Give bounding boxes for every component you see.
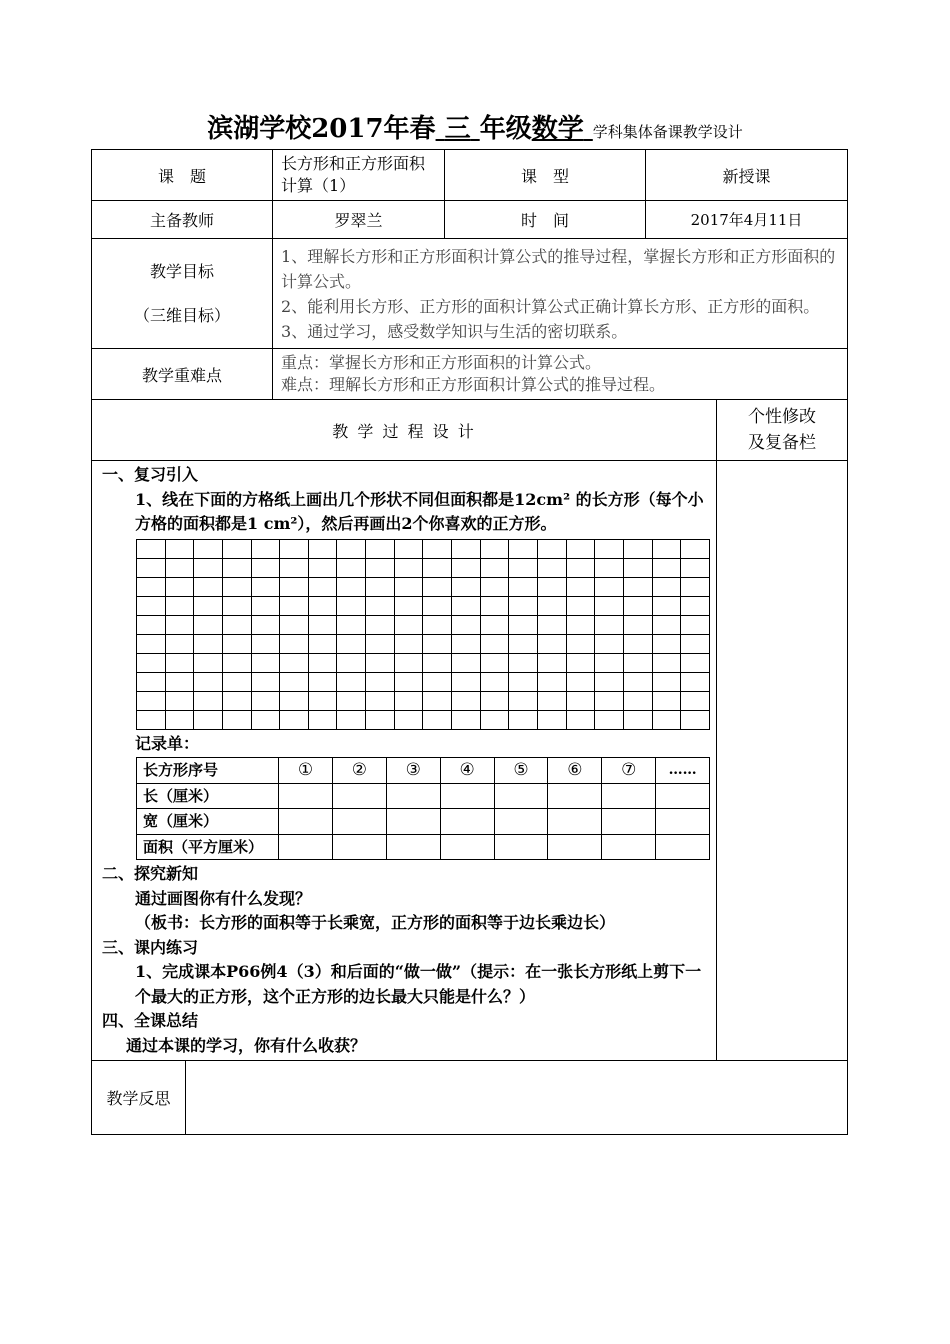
- record-cell[interactable]: [279, 834, 333, 860]
- grid-cell: [537, 672, 566, 691]
- grid-cell: [480, 615, 509, 634]
- grid-row: [137, 710, 710, 729]
- grid-cell: [366, 558, 395, 577]
- process-content: [92, 461, 717, 1061]
- grid-cell: [452, 691, 481, 710]
- grid-cell: [681, 672, 710, 691]
- record-row-label: 长（厘米）: [137, 783, 279, 809]
- grid-cell: [423, 710, 452, 729]
- process-header: 教 学 过 程 设 计: [92, 400, 717, 461]
- grid-cell: [394, 539, 423, 558]
- grid-cell: [165, 539, 194, 558]
- grid-cell: [308, 653, 337, 672]
- record-number: ①: [279, 758, 333, 784]
- grid-cell: [222, 634, 251, 653]
- grid-cell: [452, 672, 481, 691]
- grid-cell: [595, 615, 624, 634]
- grid-cell: [652, 558, 681, 577]
- grid-cell: [652, 577, 681, 596]
- grid-cell: [509, 558, 538, 577]
- grid-cell: [251, 596, 280, 615]
- grid-cell: [652, 672, 681, 691]
- grid-cell: [337, 634, 366, 653]
- grid-cell: [509, 672, 538, 691]
- grid-cell: [280, 672, 309, 691]
- grid-cell: [623, 634, 652, 653]
- grid-cell: [623, 653, 652, 672]
- grid-cell: [194, 691, 223, 710]
- record-cell[interactable]: [548, 809, 602, 835]
- record-cell[interactable]: [279, 783, 333, 809]
- grid-cell: [280, 710, 309, 729]
- grid-cell: [681, 596, 710, 615]
- grid-cell: [280, 539, 309, 558]
- type-value: 新授课: [646, 150, 848, 201]
- grid-cell: [566, 710, 595, 729]
- grid-cell: [222, 577, 251, 596]
- grid-cell: [566, 539, 595, 558]
- grid-cell: [681, 691, 710, 710]
- grid-cell: [394, 577, 423, 596]
- goal-item: 3、通过学习，感受数学知识与生活的密切联系。: [281, 321, 628, 341]
- grid-cell: [251, 710, 280, 729]
- record-cell[interactable]: [332, 783, 386, 809]
- title-grade-suffix: 年级: [479, 114, 532, 144]
- record-number: ④: [440, 758, 494, 784]
- grid-cell: [394, 672, 423, 691]
- grid-cell: [165, 577, 194, 596]
- grid-cell: [595, 672, 624, 691]
- time-label: 时 间: [445, 201, 646, 239]
- grid-cell: [366, 653, 395, 672]
- grid-cell: [623, 596, 652, 615]
- grid-cell: [137, 596, 166, 615]
- grid-cell: [623, 691, 652, 710]
- grid-cell: [509, 577, 538, 596]
- record-cell[interactable]: [656, 783, 710, 809]
- grid-cell: [537, 710, 566, 729]
- record-row-label: 长方形序号: [137, 758, 279, 784]
- grid-cell: [452, 634, 481, 653]
- grid-cell: [681, 710, 710, 729]
- grid-cell: [566, 615, 595, 634]
- grid-cell: [480, 710, 509, 729]
- grid-cell: [308, 577, 337, 596]
- grid-cell: [423, 539, 452, 558]
- grid-cell: [137, 691, 166, 710]
- grid-cell: [280, 558, 309, 577]
- grid-cell: [366, 615, 395, 634]
- grid-cell: [623, 672, 652, 691]
- grid-cell: [480, 653, 509, 672]
- grid-paper: [136, 539, 710, 730]
- grid-cell: [137, 672, 166, 691]
- grid-cell: [308, 615, 337, 634]
- section-2-title: 二、探究新知: [102, 864, 199, 883]
- grid-cell: [251, 558, 280, 577]
- record-cell[interactable]: [440, 809, 494, 835]
- grid-row: [137, 558, 710, 577]
- grid-cell: [194, 596, 223, 615]
- grid-cell: [452, 577, 481, 596]
- grid-cell: [480, 558, 509, 577]
- grid-cell: [222, 691, 251, 710]
- grid-cell: [308, 558, 337, 577]
- grid-cell: [251, 653, 280, 672]
- reflection-label: 教学反思: [92, 1061, 186, 1135]
- record-table: [136, 757, 710, 860]
- key-points-content: [273, 349, 848, 400]
- lesson-plan-table: [91, 149, 848, 1135]
- grid-cell: [165, 691, 194, 710]
- grid-cell: [280, 653, 309, 672]
- grid-cell: [566, 691, 595, 710]
- grid-cell: [337, 691, 366, 710]
- grid-cell: [595, 558, 624, 577]
- grid-cell: [652, 615, 681, 634]
- section-4-question: 通过本课的学习，你有什么收获？: [126, 1035, 367, 1055]
- grid-cell: [366, 672, 395, 691]
- grid-cell: [423, 577, 452, 596]
- record-cell[interactable]: [440, 783, 494, 809]
- grid-cell: [165, 672, 194, 691]
- grid-cell: [652, 539, 681, 558]
- record-cell[interactable]: [656, 834, 710, 860]
- grid-cell: [509, 710, 538, 729]
- grid-cell: [595, 653, 624, 672]
- section-4-title: 四、全课总结: [102, 1011, 199, 1030]
- grid-cell: [652, 653, 681, 672]
- grid-cell: [366, 577, 395, 596]
- grid-row: [137, 539, 710, 558]
- grid-cell: [423, 691, 452, 710]
- revision-column-header: [717, 400, 848, 461]
- grid-cell: [452, 710, 481, 729]
- grid-row: [137, 691, 710, 710]
- grid-cell: [652, 691, 681, 710]
- grid-cell: [137, 653, 166, 672]
- record-cell[interactable]: [494, 834, 548, 860]
- grid-cell: [537, 596, 566, 615]
- record-row-index: [137, 758, 710, 784]
- grid-row: [137, 615, 710, 634]
- grid-row: [137, 577, 710, 596]
- record-cell[interactable]: [386, 783, 440, 809]
- teacher-value: 罗翠兰: [273, 201, 445, 239]
- grid-cell: [566, 577, 595, 596]
- record-cell[interactable]: [440, 834, 494, 860]
- grid-cell: [480, 691, 509, 710]
- grid-cell: [452, 558, 481, 577]
- grid-cell: [537, 615, 566, 634]
- grid-cell: [566, 596, 595, 615]
- grid-cell: [137, 539, 166, 558]
- grid-cell: [337, 615, 366, 634]
- grid-cell: [222, 653, 251, 672]
- grid-cell: [394, 596, 423, 615]
- grid-cell: [509, 596, 538, 615]
- grid-cell: [308, 691, 337, 710]
- grid-cell: [537, 691, 566, 710]
- grid-cell: [194, 558, 223, 577]
- goals-label-line2: （三维目标）: [134, 305, 231, 325]
- grid-cell: [194, 634, 223, 653]
- grid-cell: [595, 539, 624, 558]
- grid-cell: [681, 558, 710, 577]
- grid-cell: [537, 577, 566, 596]
- revision-header-line2: 及复备栏: [748, 433, 817, 453]
- grid-cell: [480, 577, 509, 596]
- grid-cell: [222, 615, 251, 634]
- grid-cell: [251, 539, 280, 558]
- grid-cell: [222, 539, 251, 558]
- grid-cell: [165, 615, 194, 634]
- key-point: 重点：掌握长方形和正方形面积的计算公式。: [281, 353, 602, 372]
- grid-cell: [595, 577, 624, 596]
- grid-cell: [165, 634, 194, 653]
- grid-cell: [137, 615, 166, 634]
- goals-label-line1: 教学目标: [150, 261, 215, 281]
- record-label: 记录单：: [135, 733, 200, 753]
- grid-cell: [652, 710, 681, 729]
- record-cell[interactable]: [332, 834, 386, 860]
- grid-cell: [337, 539, 366, 558]
- goal-item: 2、能利用长方形、正方形的面积计算公式正确计算长方形、正方形的面积。: [281, 296, 820, 316]
- grid-cell: [452, 653, 481, 672]
- grid-cell: [280, 596, 309, 615]
- grid-cell: [137, 710, 166, 729]
- record-cell[interactable]: [494, 809, 548, 835]
- revision-column[interactable]: [717, 461, 848, 1061]
- goal-item: 1、理解长方形和正方形面积计算公式的推导过程，掌握长方形和正方形面积的计算公式。: [281, 246, 836, 291]
- grid-cell: [452, 615, 481, 634]
- grid-cell: [308, 539, 337, 558]
- record-row-length: [137, 783, 710, 809]
- record-number: ⑥: [548, 758, 602, 784]
- record-cell[interactable]: [386, 809, 440, 835]
- grid-cell: [394, 691, 423, 710]
- grid-cell: [165, 596, 194, 615]
- grid-cell: [394, 558, 423, 577]
- grid-cell: [537, 634, 566, 653]
- title-subject: 数学: [531, 114, 584, 144]
- revision-header-line1: 个性修改: [748, 407, 817, 427]
- grid-row: [137, 596, 710, 615]
- grid-cell: [566, 558, 595, 577]
- grid-cell: [566, 672, 595, 691]
- section-2-note: （板书：长方形的面积等于长乘宽，正方形的面积等于边长乘边长）: [135, 913, 616, 932]
- grid-cell: [222, 596, 251, 615]
- grid-cell: [537, 558, 566, 577]
- grid-cell: [509, 615, 538, 634]
- grid-cell: [423, 558, 452, 577]
- grid-cell: [452, 596, 481, 615]
- record-cell[interactable]: [386, 834, 440, 860]
- type-label: 课 型: [445, 150, 646, 201]
- grid-cell: [222, 558, 251, 577]
- topic-value: 长方形和正方形面积计算（1）: [273, 150, 445, 201]
- grid-cell: [251, 672, 280, 691]
- grid-cell: [623, 615, 652, 634]
- grid-cell: [366, 634, 395, 653]
- grid-cell: [280, 577, 309, 596]
- record-cell[interactable]: [602, 809, 656, 835]
- grid-cell: [595, 634, 624, 653]
- grid-cell: [509, 634, 538, 653]
- grid-cell: [623, 539, 652, 558]
- goals-content: [273, 239, 848, 349]
- grid-cell: [165, 558, 194, 577]
- grid-cell: [137, 577, 166, 596]
- grid-cell: [566, 634, 595, 653]
- grid-cell: [137, 634, 166, 653]
- time-value: 2017年4月11日: [646, 201, 848, 239]
- record-number: ⑤: [494, 758, 548, 784]
- section-3-task: 1、完成课本P66例4（3）和后面的“做一做”（提示：在一张长方形纸上剪下一个最大的正方形，这个正方形的边长最大只能是什么？）: [135, 962, 702, 1006]
- grid-cell: [423, 615, 452, 634]
- goals-label: [92, 239, 273, 349]
- section-1-task: 1、线在下面的方格纸上画出几个形状不同但面积都是12cm² 的长方形（每个小方格的面积都是1 cm²），然后再画出2个你喜欢的正方形。: [135, 489, 704, 533]
- section-3-title: 三、课内练习: [102, 937, 199, 957]
- record-row-area: [137, 834, 710, 860]
- grid-cell: [394, 653, 423, 672]
- grid-cell: [537, 653, 566, 672]
- record-cell[interactable]: [548, 783, 602, 809]
- section-2-question: 通过画图你有什么发现？: [135, 888, 312, 908]
- record-cell[interactable]: [279, 809, 333, 835]
- grid-cell: [681, 539, 710, 558]
- grid-cell: [137, 558, 166, 577]
- grid-cell: [366, 539, 395, 558]
- grid-cell: [595, 710, 624, 729]
- grid-cell: [251, 577, 280, 596]
- grid-cell: [423, 672, 452, 691]
- grid-cell: [509, 691, 538, 710]
- grid-cell: [251, 615, 280, 634]
- grid-cell: [337, 710, 366, 729]
- grid-cell: [623, 558, 652, 577]
- grid-cell: [480, 634, 509, 653]
- record-row-label: 面积（平方厘米）: [137, 834, 279, 860]
- grid-cell: [366, 710, 395, 729]
- grid-cell: [623, 710, 652, 729]
- grid-cell: [308, 672, 337, 691]
- record-cell[interactable]: [548, 834, 602, 860]
- grid-cell: [165, 653, 194, 672]
- grid-row: [137, 653, 710, 672]
- record-cell[interactable]: [602, 834, 656, 860]
- grid-cell: [652, 596, 681, 615]
- record-cell[interactable]: [494, 783, 548, 809]
- grid-cell: [480, 596, 509, 615]
- reflection-content[interactable]: [186, 1061, 848, 1135]
- grid-cell: [337, 672, 366, 691]
- title-grade: 三: [444, 114, 471, 144]
- page-title: [0, 108, 950, 145]
- grid-cell: [194, 539, 223, 558]
- grid-cell: [337, 596, 366, 615]
- grid-cell: [537, 539, 566, 558]
- grid-cell: [509, 653, 538, 672]
- record-row-label: 宽（厘米）: [137, 809, 279, 835]
- record-number: ②: [332, 758, 386, 784]
- record-cell[interactable]: [332, 809, 386, 835]
- grid-cell: [366, 691, 395, 710]
- title-suffix: 学科集体备课教学设计: [592, 123, 743, 141]
- grid-cell: [194, 672, 223, 691]
- grid-cell: [623, 577, 652, 596]
- grid-cell: [480, 539, 509, 558]
- grid-cell: [194, 615, 223, 634]
- grid-cell: [251, 634, 280, 653]
- grid-cell: [194, 710, 223, 729]
- grid-cell: [681, 634, 710, 653]
- grid-cell: [280, 615, 309, 634]
- record-number: ……: [656, 758, 710, 784]
- grid-cell: [423, 634, 452, 653]
- grid-cell: [681, 615, 710, 634]
- record-cell[interactable]: [602, 783, 656, 809]
- grid-cell: [222, 710, 251, 729]
- grid-cell: [394, 710, 423, 729]
- title-school: 滨湖学校2017年春: [207, 114, 436, 144]
- grid-cell: [308, 710, 337, 729]
- grid-cell: [337, 558, 366, 577]
- grid-cell: [423, 596, 452, 615]
- grid-cell: [480, 672, 509, 691]
- grid-cell: [165, 710, 194, 729]
- grid-cell: [251, 691, 280, 710]
- record-cell[interactable]: [656, 809, 710, 835]
- grid-cell: [394, 634, 423, 653]
- grid-cell: [366, 596, 395, 615]
- grid-cell: [681, 653, 710, 672]
- grid-cell: [222, 672, 251, 691]
- grid-cell: [280, 691, 309, 710]
- grid-row: [137, 634, 710, 653]
- grid-cell: [652, 634, 681, 653]
- grid-cell: [595, 596, 624, 615]
- record-number: ③: [386, 758, 440, 784]
- grid-cell: [194, 653, 223, 672]
- grid-cell: [337, 577, 366, 596]
- grid-cell: [566, 653, 595, 672]
- grid-cell: [394, 615, 423, 634]
- record-row-width: [137, 809, 710, 835]
- grid-cell: [423, 653, 452, 672]
- teacher-label: 主备教师: [92, 201, 273, 239]
- grid-cell: [308, 634, 337, 653]
- topic-label: 课 题: [92, 150, 273, 201]
- section-1-title: 一、复习引入: [102, 465, 199, 484]
- grid-cell: [452, 539, 481, 558]
- grid-cell: [337, 653, 366, 672]
- grid-cell: [280, 634, 309, 653]
- grid-cell: [194, 577, 223, 596]
- grid-row: [137, 672, 710, 691]
- record-number: ⑦: [602, 758, 656, 784]
- difficult-point: 难点：理解长方形和正方形面积计算公式的推导过程。: [281, 375, 666, 394]
- grid-cell: [509, 539, 538, 558]
- grid-cell: [681, 577, 710, 596]
- grid-cell: [595, 691, 624, 710]
- key-points-label: 教学重难点: [92, 349, 273, 400]
- grid-cell: [308, 596, 337, 615]
